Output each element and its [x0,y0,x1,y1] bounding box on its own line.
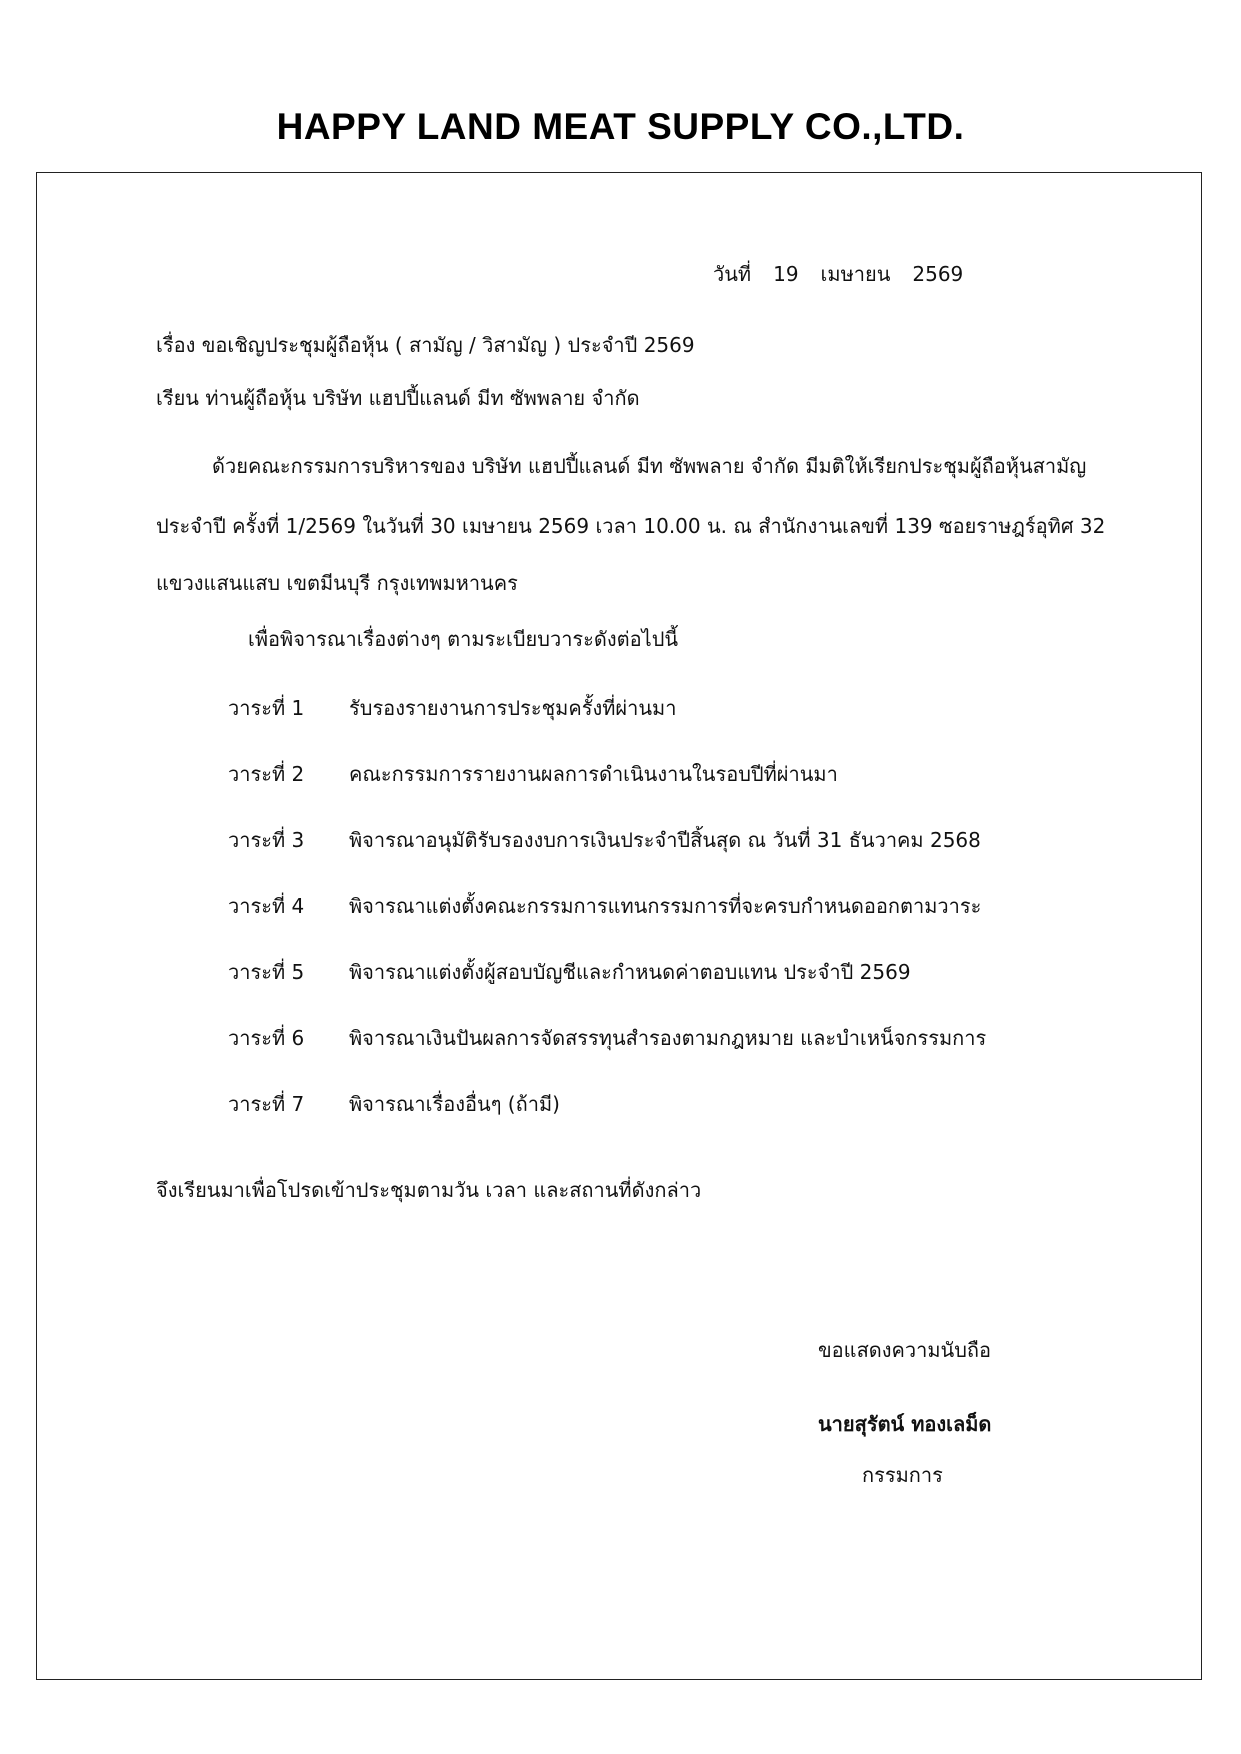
letter-recipient: เรียน ท่านผู้ถือหุ้น บริษัท แฮปปี้แลนด์ มีท ซัพพลาย จำกัด [156,386,640,410]
agenda-item-3-label: วาระที่ 3 [228,828,305,852]
letter-closing: จึงเรียนมาเพื่อโปรดเข้าประชุมตามวัน เวลา และสถานที่ดังกล่าว [156,1178,702,1202]
agenda-item-4-text: พิจารณาแต่งตั้งคณะกรรมการแทนกรรมการที่จะครบกำหนดออกตามวาระ [349,894,982,918]
signature-salutation: ขอแสดงความนับถือ [818,1338,992,1362]
agenda-intro: เพื่อพิจารณาเรื่องต่างๆ ตามระเบียบวาระดังต่อไปนี้ [248,627,679,651]
agenda-item-2-text: คณะกรรมการรายงานผลการดำเนินงานในรอบปีที่ผ่านมา [349,762,838,786]
agenda-item-2-label: วาระที่ 2 [228,762,305,786]
letter-date [713,260,963,288]
body-paragraph-line-1: ด้วยคณะกรรมการบริหารของ บริษัท แฮปปี้แลนด์ มีท ซัพพลาย จำกัด มีมติให้เรียกประชุมผู้ถือหุ้นสามัญ [212,454,1087,478]
date-label: วันที่ [713,262,752,286]
agenda-item-5-label: วาระที่ 5 [228,960,305,984]
agenda-item-5-text: พิจารณาแต่งตั้งผู้สอบบัญชีและกำหนดค่าตอบแทน ประจำปี 2569 [349,960,911,984]
agenda-item-1-label: วาระที่ 1 [228,696,305,720]
body-paragraph-line-3: แขวงแสนแสบ เขตมีนบุรี กรุงเทพมหานคร [156,571,518,595]
agenda-item-6-label: วาระที่ 6 [228,1026,305,1050]
agenda-item-7-label: วาระที่ 7 [228,1092,305,1116]
company-name-heading: HAPPY LAND MEAT SUPPLY CO.,LTD. [276,106,965,147]
signatory-name: นายสุรัตน์ ทองเลม็ด [818,1412,992,1436]
body-paragraph-line-2: ประจำปี ครั้งที่ 1/2569 ในวันที่ 30 เมษายน 2569 เวลา 10.00 น. ณ สำนักงานเลขที่ 139 ซอยราษฎร์อุทิศ 32 [156,514,1106,538]
signatory-position: กรรมการ [862,1463,943,1487]
date-day: 19 [773,262,799,286]
agenda-item-7-text: พิจารณาเรื่องอื่นๆ (ถ้ามี) [349,1092,560,1116]
agenda-item-3-text: พิจารณาอนุมัติรับรองงบการเงินประจำปีสิ้นสุด ณ วันที่ 31 ธันวาคม 2568 [349,828,981,852]
agenda-item-1-text: รับรองรายงานการประชุมครั้งที่ผ่านมา [349,696,677,720]
agenda-item-4-label: วาระที่ 4 [228,894,305,918]
date-month: เมษายน [820,262,891,286]
letter-subject: เรื่อง ขอเชิญประชุมผู้ถือหุ้น ( สามัญ / วิสามัญ ) ประจำปี 2569 [156,333,695,357]
agenda-item-6-text: พิจารณาเงินปันผลการจัดสรรทุนสำรองตามกฎหมาย และบำเหน็จกรรมการ [349,1026,987,1050]
date-year: 2569 [912,262,964,286]
